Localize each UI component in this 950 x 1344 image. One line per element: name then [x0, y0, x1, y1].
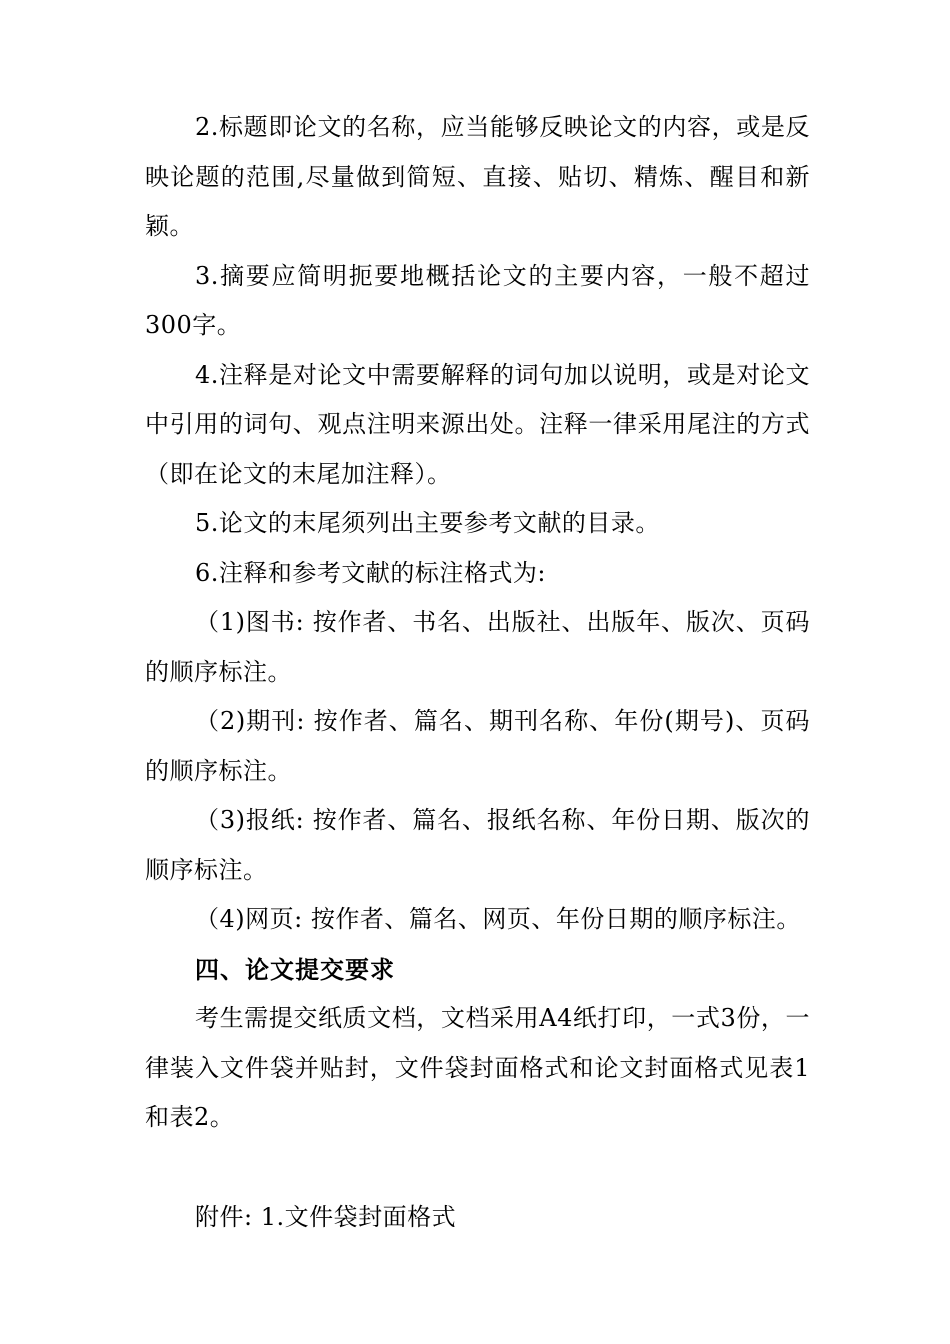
paragraph-notes-rule: 4.注释是对论文中需要解释的词句加以说明，或是对论文中引用的词句、观点注明来源出处。注释一律采用尾注的方式（即在论文的末尾加注释）。 [145, 360, 810, 488]
paragraph-citation-journals: （2)期刊: 按作者、篇名、期刊名称、年份(期号)、页码的顺序标注。 [145, 707, 810, 785]
paragraph-references-rule: 5.论文的末尾须列出主要参考文献的目录。 [195, 509, 660, 537]
document-page [145, 103, 810, 1242]
paragraph-abstract-rule: 3.摘要应简明扼要地概括论文的主要内容，一般不超过300字。 [145, 261, 810, 339]
paragraph-citation-format: 6.注释和参考文献的标注格式为: [195, 558, 546, 587]
paragraph-submission-requirements: 考生需提交纸质文档，文档采用A4纸打印，一式3份，一律装入文件袋并贴封，文件袋封面格式和论文封面格式见表1和表2。 [145, 1004, 810, 1131]
attachment-line: 附件: 1.文件袋封面格式 [195, 1202, 457, 1231]
blank-gap [145, 1143, 810, 1193]
section-heading-submission: 四、论文提交要求 [195, 954, 395, 984]
paragraph-citation-books: （1)图书: 按作者、书名、出版社、出版年、版次、页码的顺序标注。 [145, 608, 810, 686]
paragraph-title-rule: 2.标题即论文的名称，应当能够反映论文的内容，或是反映论题的范围,尽量做到简短、直接、贴切、精炼、醒目和新颖。 [145, 113, 810, 240]
paragraph-citation-webpages: （4)网页: 按作者、篇名、网页、年份日期的顺序标注。 [195, 905, 801, 933]
paragraph-citation-newspapers: （3)报纸: 按作者、篇名、报纸名称、年份日期、版次的顺序标注。 [145, 806, 810, 884]
